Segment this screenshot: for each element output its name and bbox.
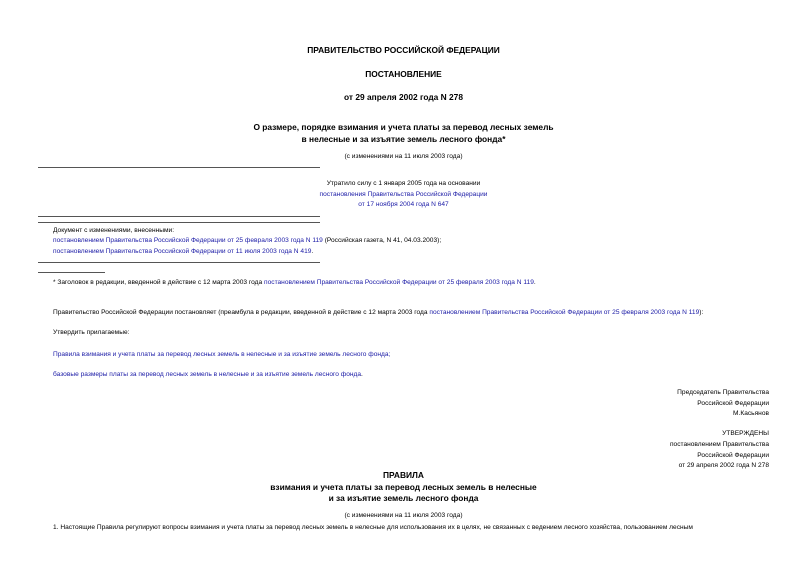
signature-line-1: Председатель Правительства <box>677 389 769 396</box>
amendment-item-1: постановлением Правительства Российской Федерации от 25 февраля 2003 года N 119 (Российская газета, N 41, 04.03.2003); <box>53 237 442 244</box>
rates-link[interactable]: базовые размеры платы за перевод лесных земель в нелесные и за изъятие земель лесного фонда <box>53 371 362 378</box>
preamble: Правительство Российской Федерации постановляет (преамбула в редакции, введенной в действие с 12 марта 2003 года постановлением Правительства Российской Федерации от 25 февраля 2003 года N 119): <box>53 309 704 316</box>
signature-name: М.Касьянов <box>733 410 769 417</box>
amendment-link-2[interactable]: постановлением Правительства Российской Федерации от 11 июля 2003 года N 419 <box>53 248 312 255</box>
amendment-link-1[interactable]: постановлением Правительства Российской Федерации от 25 февраля 2003 года N 119 <box>53 237 323 244</box>
doc-date-number: от 29 апреля 2002 года N 278 <box>344 92 463 102</box>
rates-item: базовые размеры платы за перевод лесных земель в нелесные и за изъятие земель лесного фонда. <box>53 371 363 378</box>
doc-title-line2: в нелесные и за изъятие земель лесного фонда* <box>301 134 506 144</box>
preamble-link[interactable]: постановлением Правительства Российской Федерации от 25 февраля 2003 года N 119 <box>429 309 700 316</box>
rules-amend-note: (с изменениями на 11 июля 2003 года) <box>344 512 463 519</box>
org-name: ПРАВИТЕЛЬСТВО РОССИЙСКОЙ ФЕДЕРАЦИИ <box>307 45 500 55</box>
lapse-link-1[interactable]: постановления Правительства Российской Федерации <box>319 191 488 198</box>
amendment-item-2: постановлением Правительства Российской Федерации от 11 июля 2003 года N 419. <box>53 248 314 255</box>
doc-type: ПОСТАНОВЛЕНИЕ <box>365 69 442 79</box>
rules-paragraph-1: 1. Настоящие Правила регулируют вопросы взимания и учета платы за перевод лесных земель в нелесные для использования их в целях, не связанных с ведением лесного хозяйства, пользованием лесным <box>53 524 693 531</box>
rules-title: ПРАВИЛА <box>383 470 424 480</box>
signature-line-2: Российской Федерации <box>697 400 769 407</box>
divider <box>38 222 320 223</box>
lapse-line: Утратило силу с 1 января 2005 года на основании <box>326 180 481 187</box>
doc-title-line1: О размере, порядке взимания и учета платы за перевод лесных земель <box>253 122 554 132</box>
divider <box>38 216 320 217</box>
footnote-link[interactable]: постановлением Правительства Российской Федерации от 25 февраля 2003 года N 119 <box>264 279 534 286</box>
amend-note: (с изменениями на 11 июля 2003 года) <box>344 153 463 160</box>
footnote-divider <box>38 272 105 273</box>
divider <box>38 262 320 263</box>
approved-line-2: постановлением Правительства <box>669 441 769 448</box>
rules-subtitle-1: взимания и учета платы за перевод лесных земель в нелесные <box>270 482 537 492</box>
rules-link[interactable]: Правила взимания и учета платы за перевод лесных земель в нелесные и за изъятие земель лесного фонда; <box>53 351 391 358</box>
divider <box>38 167 320 168</box>
lapse-link-2[interactable]: от 17 ноября 2004 года N 647 <box>358 201 449 208</box>
approved-line-4: от 29 апреля 2002 года N 278 <box>678 462 769 469</box>
approve-text: Утвердить прилагаемые: <box>53 329 130 336</box>
approved-line-3: Российской Федерации <box>697 452 769 459</box>
approved-heading: УТВЕРЖДЕНЫ <box>722 430 769 437</box>
footnote: * Заголовок в редакции, введенной в действие с 12 марта 2003 года постановлением Правительства Российской Федерации от 25 февраля 2003 года N 119. <box>53 279 536 286</box>
rules-subtitle-2: и за изъятие земель лесного фонда <box>328 493 479 503</box>
amendments-intro: Документ с изменениями, внесенными: <box>53 227 175 234</box>
